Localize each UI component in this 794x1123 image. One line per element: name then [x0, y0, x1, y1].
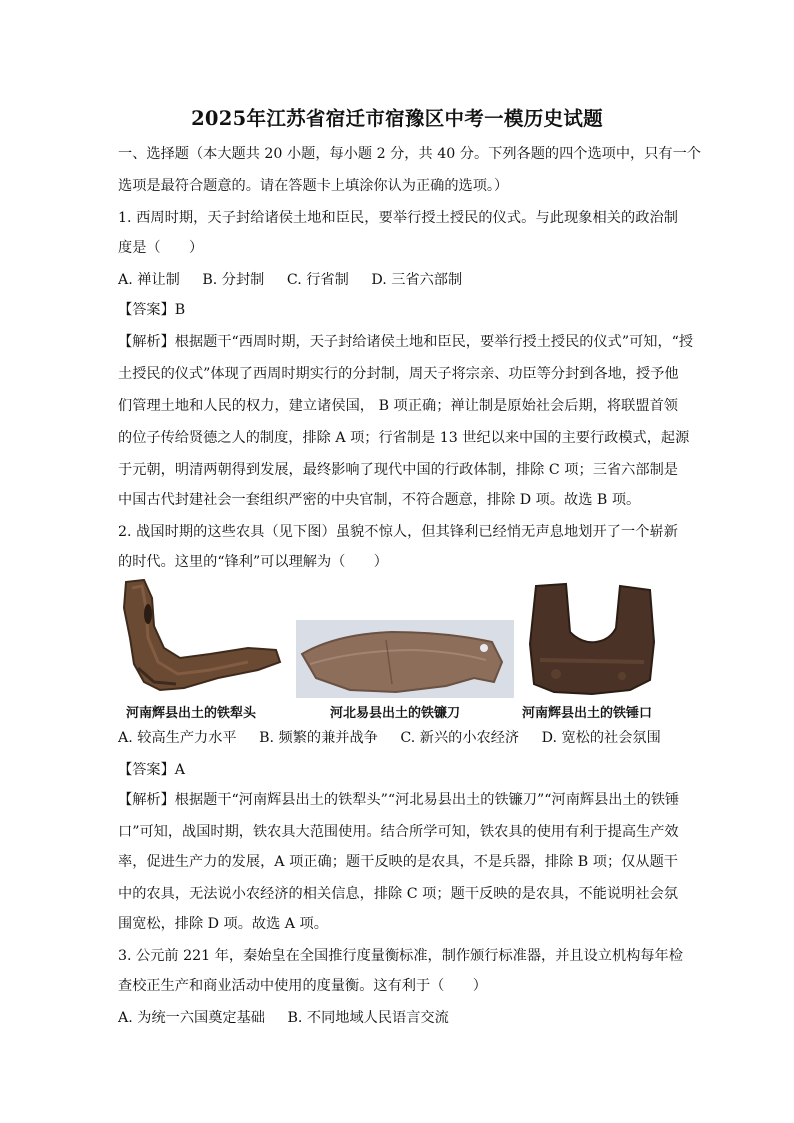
iron-plough-head-image [118, 578, 284, 698]
q2-explanation-line4: 中的农具，无法说小农经济的相关信息，排除 C 项；题干反映的是农具，不能说明社会氛 [118, 886, 678, 902]
q3-option-a: A. 为统一六国奠定基础 [118, 1010, 265, 1026]
q3-stem-line1: 3. 公元前 221 年，秦始皇在全国推行度量衡标准，制作颁行标准器，并且设立机构每年检 [118, 948, 683, 964]
q3-stem-line2: 查校正生产和商业活动中使用的度量衡。这有利于（ ） [118, 978, 487, 994]
q1-explanation-line6: 中国古代封建社会一套组织严密的中央官制，不符合题意，排除 D 项。故选 B 项。 [118, 492, 641, 508]
q1-option-a: A. 禅让制 [118, 272, 180, 288]
q2-answer: 【答案】A [118, 762, 185, 778]
q1-stem-line2: 度是（ ） [118, 240, 204, 256]
q2-stem-line2: 的时代。这里的“锋利”可以理解为（ ） [118, 554, 388, 570]
q1-explanation-line4: 的位子传给贤德之人的制度，排除 A 项；行省制是 13 世纪以来中国的主要行政模式，起源 [118, 430, 690, 446]
q2-explanation-line3: 率，促进生产力的发展，A 项正确；题干反映的是农具，不是兵器，排除 B 项；仅从题干 [118, 854, 678, 870]
iron-sickle-image [296, 620, 514, 698]
q2-option-d: D. 宽松的社会氛围 [541, 730, 661, 746]
q1-answer: 【答案】B [118, 302, 186, 318]
q2-explanation-line2: 口”可知，战国时期，铁农具大范围使用。结合所学可知，铁农具的使用有利于提高生产效 [118, 824, 679, 840]
q1-option-b: B. 分封制 [202, 272, 265, 288]
caption-plough: 河南辉县出土的铁犁头 [126, 706, 257, 721]
q2-options [118, 728, 678, 748]
q2-explanation-line5: 围宽松，排除 D 项。故选 A 项。 [118, 916, 328, 932]
q3-option-b: B. 不同地域人民语言交流 [287, 1010, 449, 1026]
iron-hoe-head-image [526, 580, 658, 698]
q1-explanation-line1: 【解析】根据题干“西周时期，天子封给诸侯土地和臣民，要举行授土授民的仪式”可知，“授 [118, 334, 694, 350]
section-instruction-line1: 一、选择题（本大题共 20 小题，每小题 2 分，共 40 分。下列各题的四个选项中，只有一个 [118, 146, 701, 162]
q2-explanation-line1: 【解析】根据题干“河南辉县出土的铁犁头”“河北易县出土的铁镰刀”“河南辉县出土的铁锤 [118, 792, 680, 808]
q3-options [118, 1008, 678, 1028]
caption-hoe: 河南辉县出土的铁锤口 [522, 706, 653, 721]
q1-option-d: D. 三省六部制 [371, 272, 463, 288]
q2-stem-line1: 2. 战国时期的这些农具（见下图）虽貌不惊人，但其锋利已经悄无声息地划开了一个崭新 [118, 524, 678, 540]
page-title: 2025年江苏省宿迁市宿豫区中考一模历史试题 [191, 107, 603, 130]
q1-explanation-line5: 于元朝，明清两朝得到发展，最终影响了现代中国的行政体制，排除 C 项；三省六部制是 [118, 462, 678, 478]
section-instruction-line2: 选项是最符合题意的。请在答题卡上填涂你认为正确的选项。） [118, 178, 509, 194]
q1-explanation-line3: 们管理土地和人民的权力，建立诸侯国， B 项正确；禅让制是原始社会后期，将联盟首领 [118, 398, 678, 414]
q1-option-c: C. 行省制 [286, 272, 349, 288]
caption-sickle: 河北易县出土的铁镰刀 [330, 706, 461, 721]
q1-stem-line1: 1. 西周时期，天子封给诸侯土地和臣民，要举行授土授民的仪式。与此现象相关的政治制 [118, 210, 678, 226]
q2-option-b: B. 频繁的兼并战争 [259, 730, 378, 746]
q2-option-c: C. 新兴的小农经济 [400, 730, 520, 746]
q1-options [118, 270, 678, 290]
q1-explanation-line2: 土授民的仪式”体现了西周时期实行的分封制，周天子将宗亲、功臣等分封到各地，授予他 [118, 366, 679, 382]
q2-option-a: A. 较高生产力水平 [118, 730, 237, 746]
